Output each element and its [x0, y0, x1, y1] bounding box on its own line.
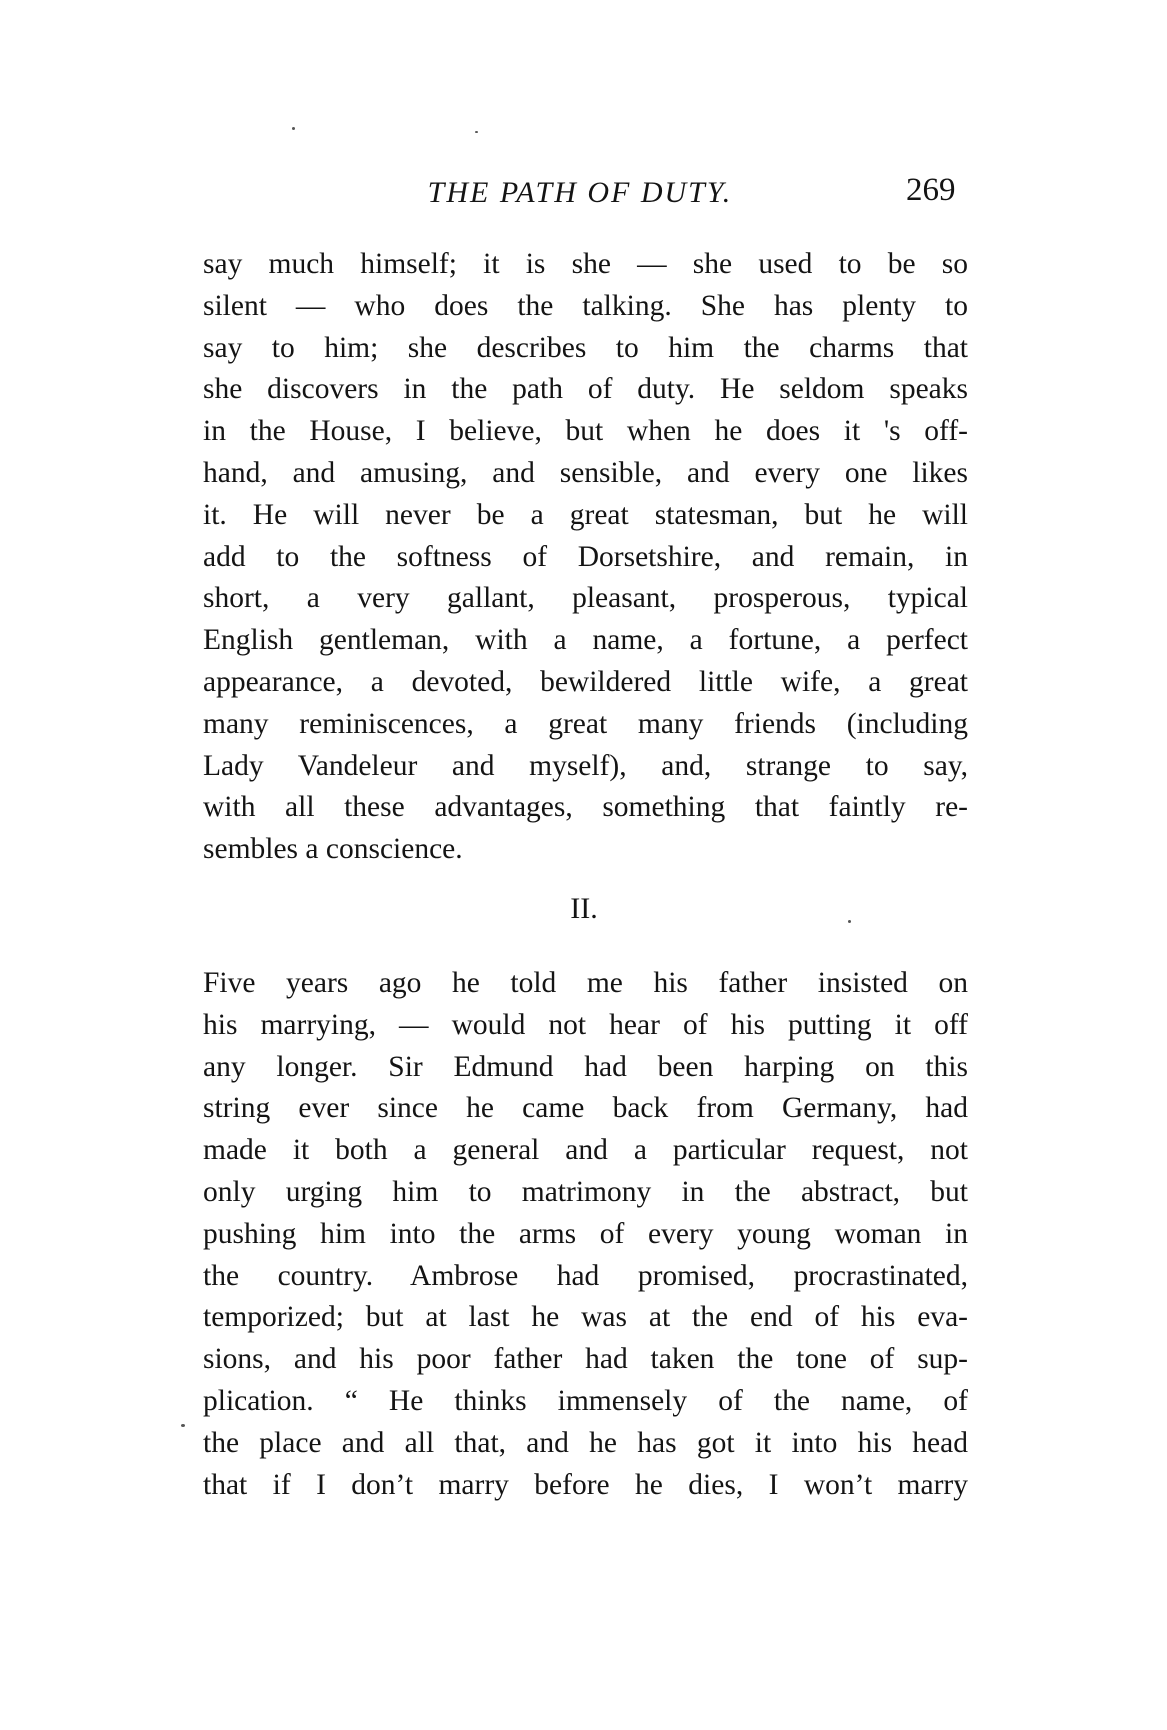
text-line: sions, and his poor father had taken the tone of sup- — [203, 1343, 968, 1376]
paragraph-2 — [203, 963, 968, 1506]
text-line: silent — who does the talking. She has plenty to — [203, 289, 968, 322]
page-number: 269 — [906, 172, 956, 208]
text-line: add to the softness of Dorsetshire, and remain, in — [203, 540, 968, 573]
text-line: she discovers in the path of duty. He seldom speaks — [203, 373, 968, 406]
text-line: only urging him to matrimony in the abstract, but — [203, 1175, 968, 1208]
text-line: that if I don’t marry before he dies, I won’t marry — [203, 1468, 968, 1501]
section-heading: II. — [570, 892, 598, 925]
text-line: string ever since he came back from Germany, had — [203, 1092, 968, 1125]
text-line: in the House, I believe, but when he does it 's off- — [203, 415, 968, 448]
scan-speck — [475, 131, 478, 133]
text-line: his marrying, — would not hear of his putting it off — [203, 1008, 968, 1041]
text-line: temporized; but at last he was at the end of his eva- — [203, 1301, 968, 1334]
text-line: say much himself; it is she — she used to be so — [203, 248, 968, 280]
text-line: short, a very gallant, pleasant, prosperous, typical — [203, 582, 968, 615]
text-line: appearance, a devoted, bewildered little wife, a great — [203, 665, 968, 698]
paragraph-1 — [203, 244, 968, 871]
scan-speck — [848, 920, 851, 923]
text-line: sembles a conscience. — [203, 833, 463, 866]
scan-speck — [181, 1424, 185, 1427]
running-title: THE PATH OF DUTY. — [427, 176, 733, 209]
text-line: hand, and amusing, and sensible, and every one likes — [203, 456, 968, 489]
text-line: English gentleman, with a name, a fortune, a perfect — [203, 624, 968, 657]
text-line: Lady Vandeleur and myself), and, strange to say, — [203, 749, 968, 782]
text-line: with all these advantages, something that faintly re- — [203, 791, 968, 824]
text-line: any longer. Sir Edmund had been harping on this — [203, 1050, 968, 1083]
text-line: the place and all that, and he has got it into his head — [203, 1426, 968, 1459]
scan-speck — [292, 127, 295, 130]
text-line: made it both a general and a particular request, not — [203, 1134, 968, 1167]
text-line: it. He will never be a great statesman, but he will — [203, 498, 968, 531]
text-line: the country. Ambrose had promised, procrastinated, — [203, 1259, 968, 1292]
text-line: many reminiscences, a great many friends (including — [203, 707, 968, 740]
text-line: Five years ago he told me his father insisted on — [203, 967, 968, 999]
text-line: plication. “ He thinks immensely of the name, of — [203, 1384, 968, 1417]
text-line: pushing him into the arms of every young woman in — [203, 1217, 968, 1250]
text-line: say to him; she describes to him the charms that — [203, 331, 968, 364]
